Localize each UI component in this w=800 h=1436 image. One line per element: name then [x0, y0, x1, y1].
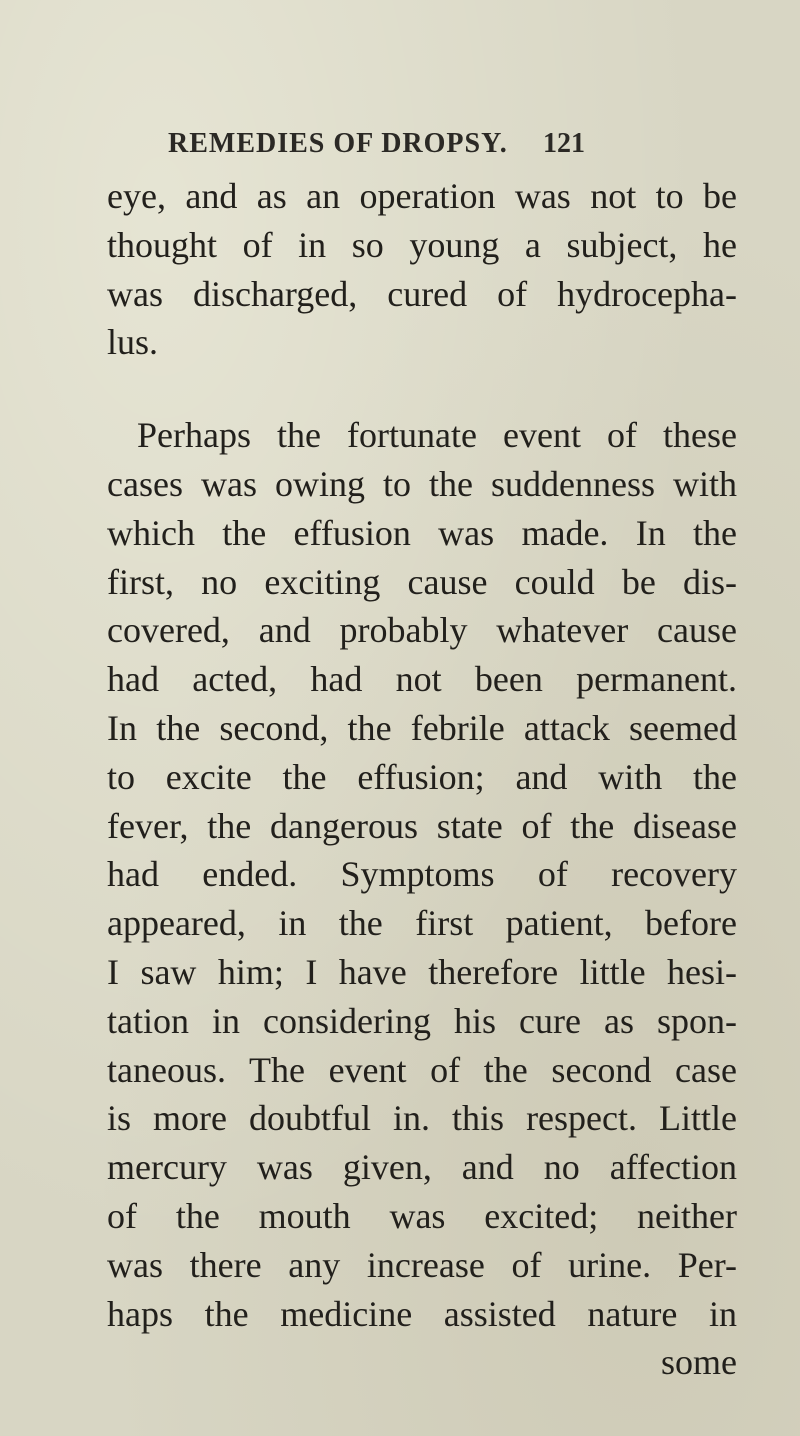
text-line: was discharged, cured of hydrocepha-	[107, 273, 737, 314]
text-line: taneous. The event of the second case	[107, 1049, 737, 1090]
text-line: had ended. Symptoms of recovery	[107, 854, 737, 895]
paragraph-gap	[107, 367, 737, 411]
running-head: REMEDIES OF DROPSY.	[168, 128, 508, 159]
text-line: had acted, had not been permanent.	[107, 659, 737, 700]
text-line: In the second, the febrile attack seemed	[107, 707, 737, 748]
text-line: is more doubtful in. this respect. Little	[107, 1098, 737, 1139]
text-line: appeared, in the first patient, before	[107, 903, 737, 944]
text-line: Perhaps the fortunate event of these	[137, 415, 737, 456]
text-line: lus.	[107, 322, 159, 363]
text-line: I saw him; I have therefore little hesi-	[107, 951, 737, 992]
text-line: cases was owing to the suddenness with	[107, 463, 737, 504]
text-line: of the mouth was excited; neither	[107, 1195, 737, 1236]
text-line: eye, and as an operation was not to be	[107, 176, 737, 216]
text-line: to excite the effusion; and with the	[107, 756, 737, 797]
text-line: which the effusion was made. In the	[107, 512, 737, 553]
catchword: some	[661, 1342, 737, 1383]
text-line: thought of in so young a subject, he	[107, 224, 737, 265]
text-line: was there any increase of urine. Per-	[107, 1244, 737, 1285]
text-line: haps the medicine assisted nature in	[107, 1293, 737, 1334]
text-line: covered, and probably whatever cause	[107, 610, 737, 651]
body-text	[107, 172, 737, 1387]
page-number: 121	[543, 128, 585, 159]
text-line: fever, the dangerous state of the disease	[107, 805, 737, 846]
text-line: tation in considering his cure as spon-	[107, 1000, 737, 1041]
text-line: mercury was given, and no affection	[107, 1147, 737, 1188]
text-line: first, no exciting cause could be dis-	[107, 561, 737, 602]
